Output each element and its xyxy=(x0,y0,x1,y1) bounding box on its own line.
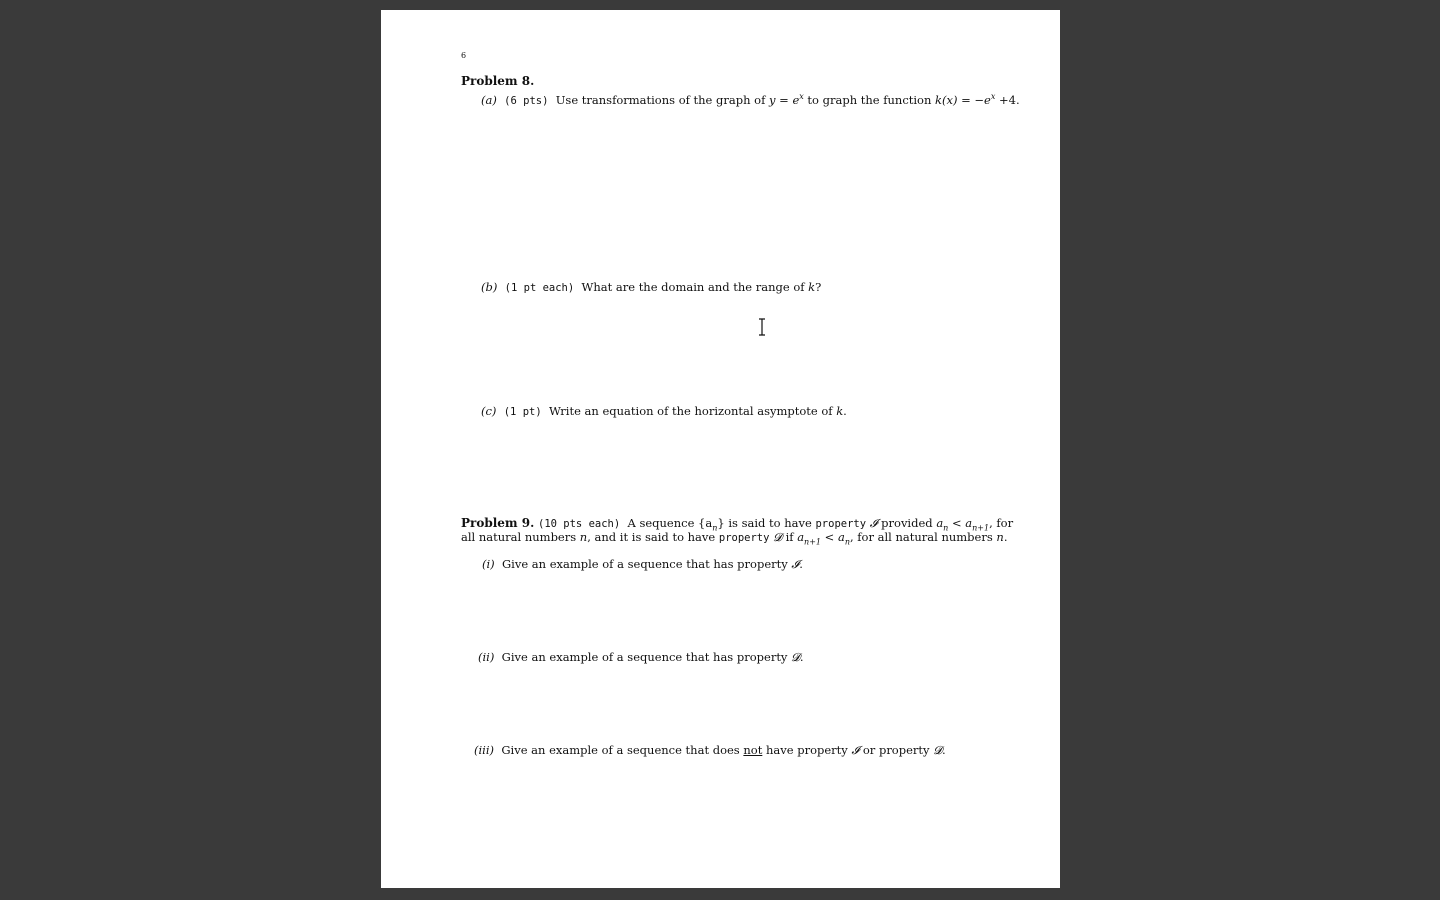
problem-9-line2-math-sub2: n xyxy=(844,537,850,547)
problem-9iii-or: or property xyxy=(862,743,930,757)
problem-9-line-2 xyxy=(461,530,1007,546)
problem-9iii-tail: . xyxy=(942,743,946,757)
problem-9-prop-word-1: property xyxy=(815,518,867,530)
problem-8a-math-1-sup: x xyxy=(799,92,804,101)
problem-8a-math-1: y = e xyxy=(769,92,800,107)
problem-8b-text: What are the domain and the range of xyxy=(581,280,805,294)
problem-9-title: Problem 9. xyxy=(461,516,535,530)
problem-9ii-tail: . xyxy=(799,650,804,664)
problem-9i-label: (i) xyxy=(482,557,495,571)
problem-9iii-prop-2: 𝓓 xyxy=(933,743,943,757)
problem-9-prop-I: 𝓘 xyxy=(869,516,878,530)
problem-8c-tail: . xyxy=(843,404,847,418)
problem-8b-label: (b) xyxy=(481,280,498,294)
problem-9iii xyxy=(474,743,946,758)
problem-8b xyxy=(481,280,821,294)
problem-8a-math-2: k(x) = −e xyxy=(935,92,991,107)
problem-8b-var: k xyxy=(808,280,816,294)
problem-9ii-label: (ii) xyxy=(478,650,495,664)
problem-9iii-label: (iii) xyxy=(474,743,495,757)
problem-9iii-text-1: Give an example of a sequence that does xyxy=(501,743,740,757)
problem-8a-points: (6 pts) xyxy=(504,94,549,107)
problem-9iii-not: not xyxy=(743,743,763,757)
problem-8a-math-2-sup: x xyxy=(990,92,996,101)
problem-9i xyxy=(482,557,803,572)
problem-9-line1-text2: } is said to have xyxy=(717,516,812,530)
problem-8b-tail: ? xyxy=(815,280,822,294)
problem-8b-points: (1 pt each) xyxy=(504,282,575,294)
document-page xyxy=(381,10,1060,888)
problem-9-line1-tail: , for xyxy=(989,516,1014,530)
problem-9-line2-n2: n xyxy=(996,530,1004,544)
problem-9-line2-math-sub1: n+1 xyxy=(804,537,821,547)
problem-9iii-text-2: have property xyxy=(765,743,848,757)
problem-9ii-prop: 𝓓 xyxy=(791,650,800,664)
text-cursor-icon xyxy=(757,318,767,336)
problem-9-line1-math: a xyxy=(936,516,944,530)
problem-8a-text-2: to graph the function xyxy=(807,92,932,107)
problem-8c-text: Write an equation of the horizontal asymptote of xyxy=(548,404,833,418)
problem-9i-prop: 𝓘 xyxy=(791,557,800,571)
problem-9-line2-tail: . xyxy=(1003,530,1008,544)
problem-9-line2-text3: if xyxy=(785,530,794,544)
problem-8c-points: (1 pt) xyxy=(503,406,542,418)
problem-9-line2-text2: , and it is said to have xyxy=(587,530,716,544)
problem-9-line1-text3: provided xyxy=(881,516,933,530)
problem-9i-text: Give an example of a sequence that has property xyxy=(501,557,788,571)
problem-9ii xyxy=(478,650,804,665)
page-number: 6 xyxy=(461,51,467,60)
problem-8a-label: (a) xyxy=(481,92,497,107)
problem-9-line2-text1: all natural numbers xyxy=(461,530,577,544)
problem-8a-math-2-tail: +4. xyxy=(995,92,1020,107)
problem-9-line2-n: n xyxy=(579,530,588,544)
problem-8a xyxy=(481,92,1020,107)
problem-8a-text-1: Use transformations of the graph of xyxy=(555,92,766,107)
problem-9-prop-word-2: property xyxy=(718,532,770,544)
problem-9-line2-text4: , for all natural numbers xyxy=(849,530,993,544)
problem-8c-label: (c) xyxy=(481,404,497,418)
problem-8-title: Problem 8. xyxy=(461,74,535,88)
problem-9-prop-D: 𝓓 xyxy=(773,530,782,544)
problem-9ii-text: Give an example of a sequence that has property xyxy=(501,650,788,664)
problem-9-line1-math-sub2: n+1 xyxy=(972,523,990,533)
problem-9-line2-math-a: a xyxy=(797,530,805,544)
problem-9-line2-math-lt: < a xyxy=(821,530,845,544)
problem-9-line1-sub1: n xyxy=(712,523,718,533)
problem-8c-var: k xyxy=(836,404,844,418)
problem-9-line1-math-lt: < a xyxy=(948,516,973,530)
problem-9i-tail: . xyxy=(799,557,803,571)
problem-9iii-prop-1: 𝓘 xyxy=(851,743,860,757)
problem-8c xyxy=(481,404,847,418)
problem-9-line1-text1: A sequence {a xyxy=(627,516,713,530)
problem-9-line1-math-sub1: n xyxy=(943,523,949,533)
problem-9-points: (10 pts each) xyxy=(538,518,621,530)
